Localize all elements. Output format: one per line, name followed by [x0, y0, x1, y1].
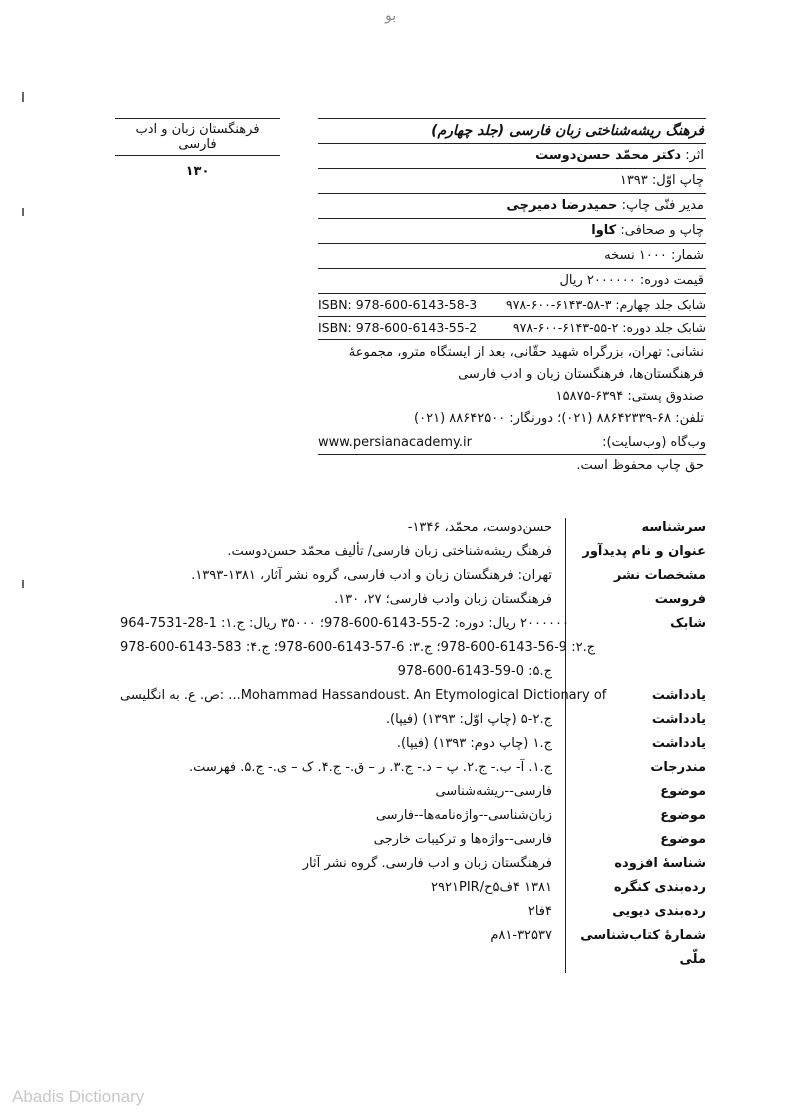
series-title: فرهنگستان زبان و ادب فارسی	[135, 122, 260, 152]
catalog-value: حسن‌دوست، محمّد، ۱۳۴۶-	[407, 520, 552, 535]
catalog-label: یادداشت	[651, 736, 706, 751]
catalog-value: ۲۰۰۰۰۰۰ ریال: دوره: 2-55-6143-600-978؛ ۳۵۰۰۰ ریال: ج.۱: 1-28-7531-964	[120, 616, 569, 631]
catalog-label: یادداشت	[651, 712, 706, 727]
catalog-value: ج.۲-۵ (چاپ اوّل: ۱۳۹۳) (فیپا).	[385, 712, 552, 727]
copies-row: شمار: ۱۰۰۰ نسخه	[318, 244, 706, 269]
catalog-row	[120, 516, 706, 540]
isbn-volume-row	[318, 294, 706, 317]
print-row	[318, 219, 706, 244]
tech-row	[318, 194, 706, 219]
print-label: چاپ و صحافی:	[620, 223, 704, 238]
catalog-row	[120, 732, 706, 756]
website-label: وب‌گاه (وب‌سایت):	[602, 435, 706, 450]
catalog-value: ص. ع. به انگلیسی: ...Mohammad Hassandoust. An Etymological Dictionary of	[120, 688, 607, 703]
catalog-row	[120, 876, 706, 900]
po-box: صندوق پستی: ۶۳۹۴-۱۵۸۷۵	[555, 389, 704, 404]
catalog-value: فارسی--ریشه‌شناسی	[435, 784, 552, 799]
book-title-row	[318, 119, 706, 144]
catalog-row	[120, 708, 706, 732]
catalog-label: رده‌بندی کنگره	[613, 880, 706, 895]
catalog-label	[609, 636, 706, 660]
tech-manager: حمیدرضا دمیرچی	[506, 198, 618, 213]
catalog-row	[120, 636, 706, 660]
website-link[interactable]: www.persianacademy.ir	[318, 435, 472, 450]
edition-row: چاپ اوّل: ۱۳۹۳	[318, 169, 706, 194]
author: دکتر محمّد حسن‌دوست	[535, 148, 682, 163]
price-row: قیمت دوره: ۲۰۰۰۰۰۰ ریال	[318, 269, 706, 294]
series-number: ۱۳۰	[185, 164, 210, 179]
author-row	[318, 144, 706, 169]
catalog-label: موضوع	[660, 832, 706, 847]
catalog-value: ج.۵: 0-59-6143-600-978	[397, 664, 552, 679]
catalog-value: ۴فا۲	[527, 904, 552, 919]
catalog-row	[120, 852, 706, 876]
catalog-row	[120, 780, 706, 804]
catalog-label: مندرجات	[650, 760, 706, 775]
isbn-volume: ISBN: 978-600-6143-58-3	[318, 297, 478, 312]
catalog-value: ج.۱ (چاپ دوم: ۱۳۹۳) (فیپا).	[396, 736, 552, 751]
isbn-set-label: شابک جلد دوره: ۲-۵۵-۶۱۴۳-۶۰۰-۹۷۸	[512, 320, 706, 335]
printer: کاوا	[591, 223, 617, 238]
catalog-value: ۸۱-۳۲۵۳۷م	[490, 928, 552, 943]
catalog-value: فارسی--واژه‌ها و ترکیبات خارجی	[373, 832, 552, 847]
catalog-label: فروست	[654, 592, 706, 607]
catalog-value: فرهنگ ریشه‌شناختی زبان فارسی/ تألیف محمّد حسن‌دوست.	[227, 544, 552, 559]
address-block	[318, 340, 706, 432]
tech-label: مدیر فنّی چاپ:	[621, 198, 704, 213]
catalog-value: زبان‌شناسی--واژه‌نامه‌ها--فارسی	[375, 808, 552, 823]
catalog-label: موضوع	[660, 784, 706, 799]
isbn-set-row	[318, 317, 706, 340]
catalog-row	[120, 564, 706, 588]
series-box	[115, 118, 280, 179]
margin-tick	[22, 208, 24, 216]
catalog-row	[120, 588, 706, 612]
watermark: Abadis Dictionary	[12, 1087, 145, 1106]
catalog-label: مشخصات نشر	[613, 568, 706, 583]
catalog-value: فرهنگستان زبان وادب فارسی؛ ۲۷، ۱۳۰.	[334, 592, 552, 607]
catalog-value: ۱۳۸۱ ۴ف۵ح/۲۹۲۱PIR	[431, 880, 552, 895]
catalog-row	[120, 684, 706, 708]
isbn-set: ISBN: 978-600-6143-55-2	[318, 320, 478, 335]
margin-tick	[22, 580, 24, 588]
catalog-label: شناسهٔ افزوده	[614, 856, 706, 871]
margin-tick	[22, 92, 24, 102]
website-row	[318, 432, 706, 455]
copyright: حق چاپ محفوظ است.	[576, 458, 704, 473]
catalog-row	[120, 660, 706, 684]
catalog-label: موضوع	[660, 808, 706, 823]
catalog-row	[120, 612, 706, 636]
author-label: اثر:	[685, 148, 704, 163]
catalog-label: شابک	[670, 616, 706, 631]
catalog-row	[120, 804, 706, 828]
catalog-value: ج.۱. آ- ب.- ج.۲. پ – د.- ج.۳. ر – ق.- ج.۴. ک – ی.- ج.۵. فهرست.	[188, 760, 552, 775]
catalog-row	[120, 828, 706, 852]
catalog-value: تهران: فرهنگستان زبان و ادب فارسی، گروه نشر آثار، ۱۳۸۱-۱۳۹۳.	[191, 568, 552, 583]
address-line-2: فرهنگستان‌ها، فرهنگستان زبان و ادب فارسی	[458, 367, 704, 382]
phone: تلفن: ۶۸-۸۸۶۴۲۳۳۹ (۰۲۱)؛ دورنگار: ۸۸۶۴۲۵۰۰ (۰۲۱)	[414, 411, 704, 426]
catalog-label: رده‌بندی دیویی	[612, 904, 706, 919]
catalog-row	[120, 540, 706, 564]
catalog-table	[120, 516, 706, 972]
catalog-row	[120, 924, 706, 972]
book-title: فرهنگ ریشه‌شناختی زبان فارسی (جلد چهارم)	[431, 123, 704, 139]
colophon	[318, 118, 706, 476]
page-mark: بو	[385, 8, 397, 24]
isbn-volume-label: شابک جلد چهارم: ۳-۵۸-۶۱۴۳-۶۰۰-۹۷۸	[506, 297, 706, 312]
catalog-row	[120, 900, 706, 924]
catalog-value: فرهنگستان زبان و ادب فارسی. گروه نشر آثار	[302, 856, 552, 871]
catalog-label: عنوان و نام پدیدآور	[582, 544, 706, 559]
address-line-1: نشانی: تهران، بزرگراه شهید حقّانی، بعد از ایستگاه مترو، مجموعۀ	[348, 345, 704, 360]
catalog-value: ج.۲: 9-56-6143-600-978؛ ج.۳: 6-57-6143-600-978؛ ج.۴: 583-6143-600-978	[120, 640, 596, 655]
catalog-label: سرشناسه	[641, 520, 706, 535]
catalog-row	[120, 756, 706, 780]
catalog-label: یادداشت	[651, 688, 706, 703]
catalog-label	[566, 660, 706, 684]
catalog-label: شمارهٔ کتاب‌شناسی ملّی	[580, 928, 706, 967]
